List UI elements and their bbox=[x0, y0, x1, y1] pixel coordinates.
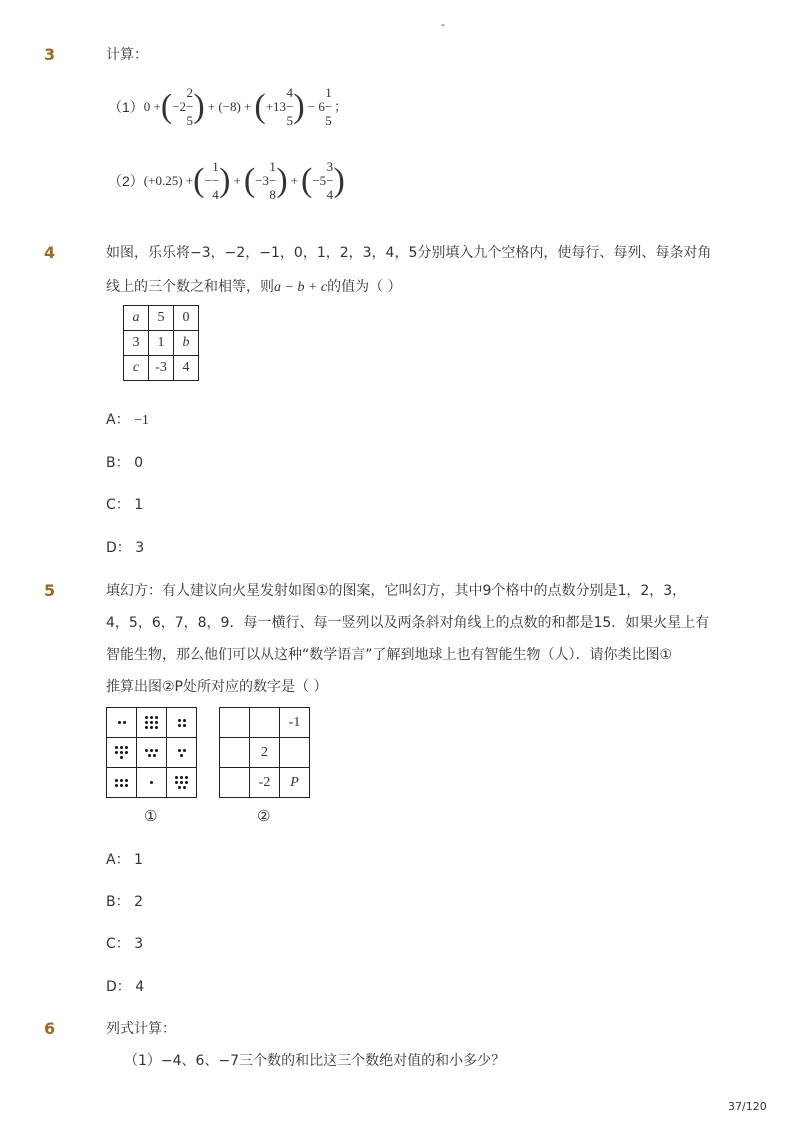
close-paren: ) bbox=[276, 162, 288, 199]
grid-cell: -1 bbox=[280, 708, 310, 738]
dot-group bbox=[176, 718, 188, 728]
option-label: D： bbox=[106, 540, 131, 556]
dot bbox=[183, 724, 186, 727]
dot bbox=[150, 721, 153, 724]
question-number-5: 5 bbox=[44, 581, 56, 600]
grid-cell: 4 bbox=[174, 356, 199, 381]
grid-cell: P bbox=[280, 768, 310, 798]
dot bbox=[180, 776, 183, 779]
option-value: 3 bbox=[135, 540, 145, 556]
dot bbox=[115, 746, 118, 749]
expr-term: − 6 bbox=[307, 99, 325, 114]
dot bbox=[145, 749, 148, 752]
grid-row bbox=[220, 708, 310, 738]
dot bbox=[145, 721, 148, 724]
dot-group bbox=[113, 768, 131, 797]
q5-option-c[interactable] bbox=[106, 934, 143, 954]
q4-option-c[interactable] bbox=[106, 495, 143, 515]
option-value: 1 bbox=[134, 497, 144, 513]
grid-cell: c bbox=[124, 356, 149, 381]
q4-magic-square bbox=[123, 305, 199, 381]
grid-row bbox=[220, 768, 310, 798]
grid-row bbox=[107, 738, 197, 768]
grid-cell bbox=[250, 708, 280, 738]
fraction: 2 − 5 bbox=[186, 85, 194, 128]
dot bbox=[120, 746, 123, 749]
dot-cell bbox=[107, 768, 137, 798]
option-value: 2 bbox=[134, 894, 143, 910]
open-paren: ( bbox=[243, 162, 256, 199]
expr-term: (+0.25) + bbox=[143, 173, 194, 188]
q4-text-segment: 的值为（ ） bbox=[327, 279, 402, 295]
dot bbox=[145, 716, 148, 719]
question-number-6: 6 bbox=[44, 1019, 56, 1038]
q3-prompt: 计算： bbox=[106, 47, 148, 63]
dot-group bbox=[113, 738, 131, 767]
option-label: B： bbox=[106, 894, 130, 910]
expr-term: +13 bbox=[265, 99, 287, 114]
dot bbox=[120, 779, 123, 782]
grid-row bbox=[220, 738, 310, 768]
expr-term: + bbox=[233, 173, 241, 188]
close-paren: ) bbox=[293, 88, 305, 125]
dot bbox=[178, 724, 181, 727]
fraction: 1 − 8 bbox=[268, 159, 277, 202]
dot bbox=[123, 721, 126, 724]
grid-cell: a bbox=[124, 306, 149, 331]
q5-figure-1-caption: ① bbox=[144, 807, 158, 825]
q6-subquestion-1: （1）−4、6、−7三个数的和比这三个数绝对值的和小多少？ bbox=[124, 1053, 506, 1069]
option-value: −1 bbox=[134, 413, 149, 428]
option-label: C： bbox=[106, 936, 130, 952]
dot bbox=[125, 779, 128, 782]
grid-cell: -2 bbox=[250, 768, 280, 798]
expr-term: − bbox=[204, 173, 212, 188]
grid-cell: 2 bbox=[250, 738, 280, 768]
dot bbox=[183, 719, 186, 722]
dot bbox=[183, 749, 186, 752]
dot bbox=[180, 754, 183, 757]
option-label: D： bbox=[106, 979, 131, 995]
dot bbox=[115, 751, 118, 754]
dot bbox=[148, 754, 151, 757]
grid-cell: 0 bbox=[174, 306, 199, 331]
q3-part1-label: （1） bbox=[108, 99, 144, 115]
dot-group bbox=[146, 780, 158, 785]
q4-option-b[interactable] bbox=[106, 453, 143, 473]
q3-part2-label: （2） bbox=[108, 173, 144, 189]
fraction: 3 − 4 bbox=[326, 159, 334, 202]
close-paren: ) bbox=[193, 88, 205, 125]
q4-text-line-2 bbox=[106, 277, 402, 298]
q6-prompt: 列式计算： bbox=[106, 1021, 176, 1037]
grid-row bbox=[124, 306, 199, 331]
option-value: 1 bbox=[134, 852, 143, 868]
q4-text-line-1: 如图，乐乐将−3，−2，−1，0，1，2，3，4，5分别填入九个空格内，使每行、每列、每条对角 bbox=[106, 245, 712, 261]
dot bbox=[155, 749, 158, 752]
open-paren: ( bbox=[254, 88, 266, 125]
grid-row bbox=[124, 356, 199, 381]
dot bbox=[118, 721, 121, 724]
expr-term: + bbox=[290, 173, 298, 188]
dot bbox=[150, 781, 153, 784]
dot bbox=[155, 716, 158, 719]
expr-term: ； bbox=[334, 99, 348, 114]
dot bbox=[125, 746, 128, 749]
dot-group bbox=[173, 775, 191, 790]
dot-cell bbox=[167, 768, 197, 798]
option-label: A： bbox=[106, 412, 130, 428]
expr-term: −5 bbox=[312, 173, 327, 188]
option-label: A： bbox=[106, 852, 130, 868]
dot bbox=[178, 786, 181, 789]
fraction: 4 − 5 bbox=[286, 85, 294, 128]
expr-term: + (−8) + bbox=[207, 99, 252, 114]
dot bbox=[178, 719, 181, 722]
dot bbox=[155, 726, 158, 729]
dot bbox=[175, 781, 178, 784]
dot-cell bbox=[167, 708, 197, 738]
grid-cell: -3 bbox=[149, 356, 174, 381]
dot bbox=[153, 754, 156, 757]
q3-part2-expression bbox=[108, 156, 345, 206]
dot bbox=[150, 726, 153, 729]
dot-cell bbox=[137, 768, 167, 798]
q5-text-line-3: 智能生物，那么他们可以从这种“数学语言”了解到地球上也有智能生物（人）．请你类比图① bbox=[106, 647, 673, 663]
dot-cell bbox=[137, 738, 167, 768]
grid-cell: b bbox=[174, 331, 199, 356]
grid-row bbox=[124, 331, 199, 356]
dot-group bbox=[116, 708, 128, 737]
grid-cell: 1 bbox=[149, 331, 174, 356]
q5-text-line-4: 推算出图②P处所对应的数字是（ ） bbox=[106, 679, 328, 695]
dot-cell bbox=[107, 708, 137, 738]
dot bbox=[183, 786, 186, 789]
dot-cell bbox=[137, 708, 167, 738]
dot bbox=[115, 784, 118, 787]
dot bbox=[155, 721, 158, 724]
q5-text-line-1: 填幻方：有人建议向火星发射如图①的图案，它叫幻方，其中9个格中的点数分别是1，2，3， bbox=[106, 583, 687, 599]
dot bbox=[145, 726, 148, 729]
grid-row bbox=[107, 708, 197, 738]
dot-cell bbox=[167, 738, 197, 768]
dot bbox=[185, 781, 188, 784]
option-value: 4 bbox=[135, 979, 145, 995]
grid-cell: 3 bbox=[124, 331, 149, 356]
close-paren: ) bbox=[219, 162, 231, 199]
expr-term: −2 bbox=[172, 99, 187, 114]
expr-term: −3 bbox=[255, 173, 269, 188]
open-paren: ( bbox=[301, 162, 313, 199]
dot bbox=[125, 751, 128, 754]
q4-option-a[interactable] bbox=[106, 410, 149, 431]
option-value: 0 bbox=[134, 455, 143, 471]
q5-figure-2-caption: ② bbox=[257, 807, 271, 825]
dot bbox=[175, 776, 178, 779]
q5-figure-2-square bbox=[219, 707, 310, 798]
dot-group bbox=[176, 748, 188, 758]
dot bbox=[178, 749, 181, 752]
option-label: B： bbox=[106, 455, 130, 471]
dot-group bbox=[143, 748, 161, 758]
grid-cell bbox=[280, 738, 310, 768]
dot-group bbox=[143, 715, 161, 730]
close-paren: ) bbox=[333, 162, 345, 199]
q5-option-a[interactable] bbox=[106, 850, 143, 870]
q5-option-b[interactable] bbox=[106, 892, 143, 912]
grid-cell bbox=[220, 768, 250, 798]
open-paren: ( bbox=[160, 88, 173, 125]
q4-option-d[interactable] bbox=[106, 538, 144, 558]
dot bbox=[115, 779, 118, 782]
q5-figure-1-dot-square bbox=[106, 707, 197, 798]
fraction: 1 − 5 bbox=[324, 85, 333, 128]
header-mark: - bbox=[441, 18, 445, 31]
dot bbox=[120, 751, 123, 754]
dot bbox=[120, 756, 123, 759]
open-paren: ( bbox=[193, 162, 205, 199]
dot bbox=[150, 749, 153, 752]
dot bbox=[180, 781, 183, 784]
dot bbox=[125, 784, 128, 787]
dot bbox=[185, 776, 188, 779]
dot bbox=[150, 716, 153, 719]
grid-row bbox=[107, 768, 197, 798]
option-value: 3 bbox=[134, 936, 144, 952]
dot bbox=[120, 784, 123, 787]
question-number-4: 4 bbox=[44, 243, 56, 262]
page-number: 37/120 bbox=[728, 1100, 767, 1113]
q5-option-d[interactable] bbox=[106, 977, 144, 997]
q4-text-segment: 线上的三个数之和相等，则 bbox=[106, 279, 274, 295]
q4-expression: a − b + c bbox=[274, 280, 328, 295]
grid-cell bbox=[220, 738, 250, 768]
q3-part1-expression bbox=[108, 82, 347, 132]
grid-cell: 5 bbox=[149, 306, 174, 331]
expr-term: 0 + bbox=[143, 99, 161, 114]
option-label: C： bbox=[106, 497, 130, 513]
fraction: 1 − 4 bbox=[211, 159, 220, 202]
grid-cell bbox=[220, 708, 250, 738]
q5-text-line-2: 4，5，6，7，8，9．每一横行、每一竖列以及两条斜对角线上的点数的和都是15．如果火星上有 bbox=[106, 615, 710, 631]
question-number-3: 3 bbox=[44, 45, 56, 64]
dot-cell bbox=[107, 738, 137, 768]
